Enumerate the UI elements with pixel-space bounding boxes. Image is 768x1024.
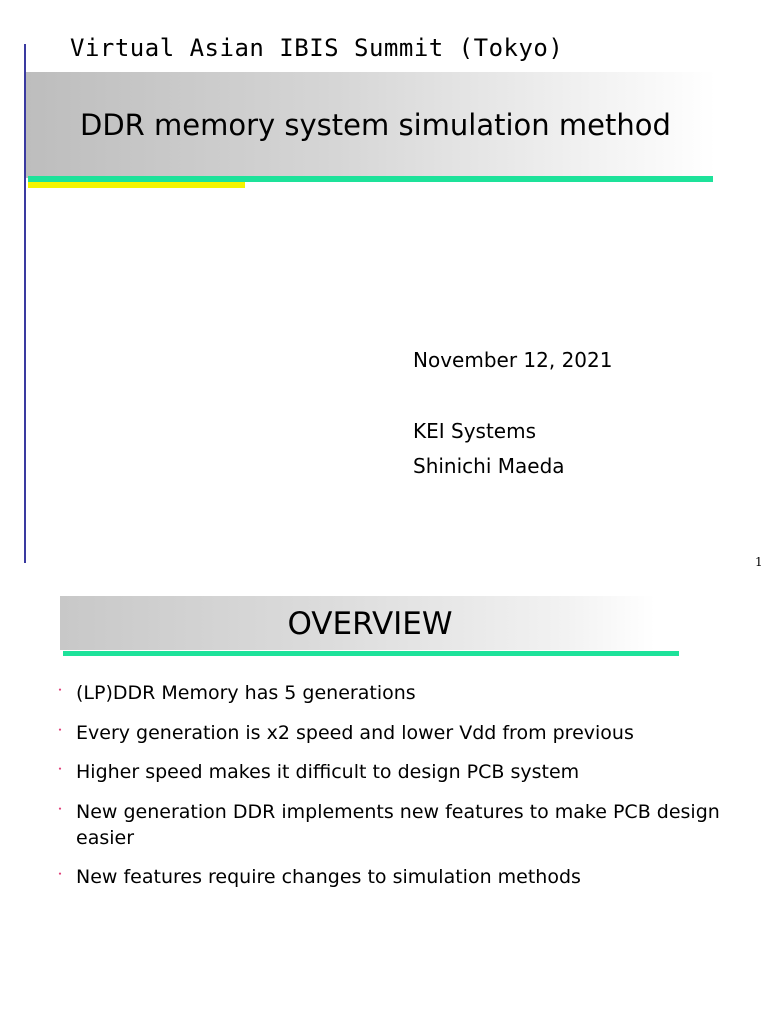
title-underline-yellow xyxy=(28,182,245,188)
bullet-marker: ・ xyxy=(54,867,67,881)
bullet-marker: ・ xyxy=(54,683,67,697)
overview-bullet-list xyxy=(54,680,734,904)
overview-underline-green xyxy=(63,651,679,656)
author-name: Shinichi Maeda xyxy=(413,454,565,478)
presentation-date: November 12, 2021 xyxy=(413,348,613,372)
bullet-text: Higher speed makes it difficult to design PCB system xyxy=(76,761,580,783)
slide-title: DDR memory system simulation method xyxy=(80,108,671,142)
bullet-marker: ・ xyxy=(54,762,67,776)
list-item xyxy=(54,680,734,706)
page-number: 1 xyxy=(755,555,763,569)
company-name: KEI Systems xyxy=(413,419,537,443)
bullet-text: New generation DDR implements new features to make PCB design easier xyxy=(76,800,720,849)
bullet-text: Every generation is x2 speed and lower Vdd from previous xyxy=(76,721,634,744)
list-item xyxy=(54,720,734,746)
bullet-text: New features require changes to simulation methods xyxy=(76,866,581,888)
list-item xyxy=(54,864,734,890)
bullet-marker: ・ xyxy=(54,801,67,816)
bullet-text: (LP)DDR Memory has 5 generations xyxy=(76,682,416,704)
event-name: Virtual Asian IBIS Summit (Tokyo) xyxy=(70,34,564,62)
list-item xyxy=(54,759,734,785)
list-item xyxy=(54,799,734,851)
bullet-marker: ・ xyxy=(54,722,67,737)
overview-title: OVERVIEW xyxy=(287,606,453,642)
